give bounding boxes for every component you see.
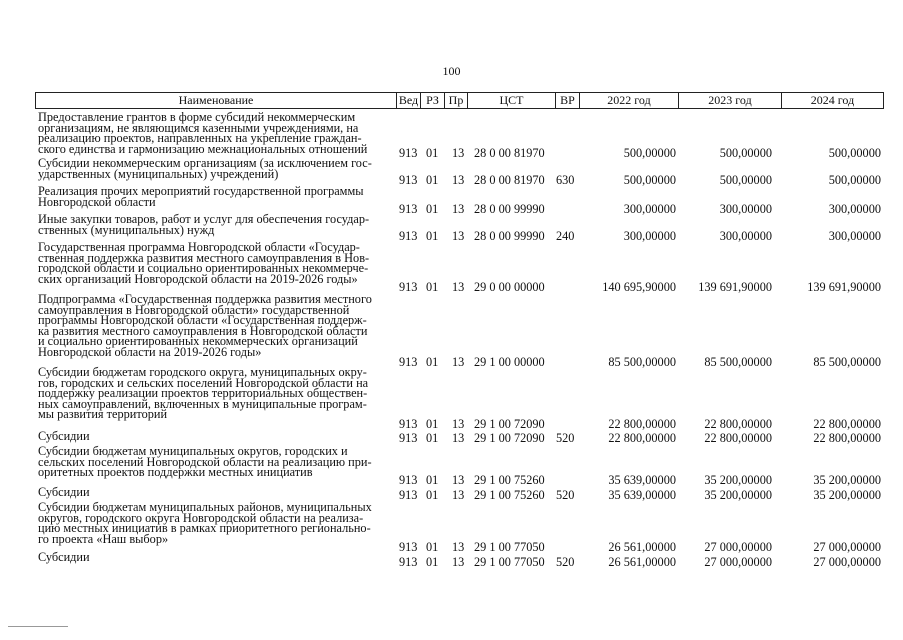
cell-2023: 300,00000 xyxy=(719,202,772,216)
cell-2024: 35 200,00000 xyxy=(813,488,881,502)
cell-2023: 35 200,00000 xyxy=(704,488,772,502)
cell-2022: 26 561,00000 xyxy=(608,540,676,554)
cell-cst: 29 1 00 77050 xyxy=(474,540,545,554)
cell-rz: 01 xyxy=(426,229,439,243)
row-codes xyxy=(0,556,903,568)
cell-ved: 913 xyxy=(399,355,418,369)
cell-2024: 139 691,90000 xyxy=(807,280,881,294)
cell-2022: 500,00000 xyxy=(623,173,676,187)
cell-2024: 27 000,00000 xyxy=(813,555,881,569)
cell-cst: 28 0 00 81970 xyxy=(474,146,545,160)
cell-2022: 22 800,00000 xyxy=(608,417,676,431)
cell-cst: 29 1 00 77050 xyxy=(474,555,545,569)
cell-pr: 13 xyxy=(452,473,465,487)
cell-vr: 630 xyxy=(556,173,575,187)
cell-cst: 29 1 00 72090 xyxy=(474,417,545,431)
cell-cst: 29 1 00 00000 xyxy=(474,355,545,369)
cell-2022: 300,00000 xyxy=(623,229,676,243)
cell-rz: 01 xyxy=(426,202,439,216)
cell-ved: 913 xyxy=(399,173,418,187)
row-name: Субсидии бюджетам городского округа, муниципальных окру- гов, городских и сельских поселений Новгородской области на поддержку реализации проектов территориальных обществен- ных самоуправлений, включенных в муниципальные програм- мы развития территорий xyxy=(38,365,369,421)
header-cst: ЦСТ xyxy=(468,93,556,108)
header-ved: Вед xyxy=(397,93,421,108)
cell-pr: 13 xyxy=(452,355,465,369)
cell-ved: 913 xyxy=(399,229,418,243)
row-name: Подпрограмма «Государственная поддержка развития местного самоуправления в Новгородской области» государственной программы Новгородской области «Государственная поддерж- ка развития местного самоуправления в Новгородской области и социально ориентированных некоммерческих организаций Новгородской области на 2019-2026 годы» xyxy=(38,292,372,359)
cell-vr: 520 xyxy=(556,431,575,445)
cell-pr: 13 xyxy=(452,146,465,160)
header-2023: 2023 год xyxy=(679,93,782,108)
cell-2024: 300,00000 xyxy=(828,202,881,216)
cell-2024: 300,00000 xyxy=(828,229,881,243)
cell-2022: 140 695,90000 xyxy=(602,280,676,294)
cell-cst: 28 0 00 99990 xyxy=(474,202,545,216)
cell-2023: 500,00000 xyxy=(719,173,772,187)
cell-vr: 520 xyxy=(556,488,575,502)
cell-cst: 29 1 00 75260 xyxy=(474,473,545,487)
cell-cst: 28 0 00 81970 xyxy=(474,173,545,187)
cell-rz: 01 xyxy=(426,431,439,445)
header-name: Наименование xyxy=(36,93,397,108)
cell-2022: 500,00000 xyxy=(623,146,676,160)
cell-pr: 13 xyxy=(452,173,465,187)
cell-pr: 13 xyxy=(452,555,465,569)
row-codes xyxy=(0,418,903,430)
cell-pr: 13 xyxy=(452,229,465,243)
cell-pr: 13 xyxy=(452,417,465,431)
cell-ved: 913 xyxy=(399,555,418,569)
cell-ved: 913 xyxy=(399,146,418,160)
row-name: Иные закупки товаров, работ и услуг для обеспечения государ- ственных (муниципальных) нужд xyxy=(38,212,370,237)
cell-2024: 22 800,00000 xyxy=(813,431,881,445)
cell-ved: 913 xyxy=(399,540,418,554)
cell-pr: 13 xyxy=(452,488,465,502)
cell-rz: 01 xyxy=(426,146,439,160)
cell-rz: 01 xyxy=(426,473,439,487)
cell-rz: 01 xyxy=(426,488,439,502)
row-name: Субсидии бюджетам муниципальных районов, муниципальных округов, городского округа Новгородской области на реализа- цию местных инициатив в рамках приоритетного регионально- го проекта «Наш выбор» xyxy=(38,500,372,546)
cell-rz: 01 xyxy=(426,280,439,294)
row-codes xyxy=(0,474,903,486)
footer-rule xyxy=(8,626,68,627)
row-name: Субсидии xyxy=(38,429,90,443)
cell-ved: 913 xyxy=(399,280,418,294)
cell-pr: 13 xyxy=(452,540,465,554)
cell-pr: 13 xyxy=(452,202,465,216)
cell-rz: 01 xyxy=(426,417,439,431)
cell-2022: 85 500,00000 xyxy=(608,355,676,369)
row-name: Субсидии xyxy=(38,485,90,499)
cell-2023: 27 000,00000 xyxy=(704,555,772,569)
cell-2023: 35 200,00000 xyxy=(704,473,772,487)
header-rz: РЗ xyxy=(421,93,445,108)
cell-ved: 913 xyxy=(399,417,418,431)
row-name: Реализация прочих мероприятий государственной программы Новгородской области xyxy=(38,184,364,209)
cell-ved: 913 xyxy=(399,202,418,216)
cell-vr: 240 xyxy=(556,229,575,243)
cell-2023: 500,00000 xyxy=(719,146,772,160)
header-2024: 2024 год xyxy=(810,93,855,107)
cell-ved: 913 xyxy=(399,488,418,502)
cell-2024: 500,00000 xyxy=(828,146,881,160)
cell-pr: 13 xyxy=(452,280,465,294)
cell-cst: 28 0 00 99990 xyxy=(474,229,545,243)
cell-2022: 35 639,00000 xyxy=(608,488,676,502)
cell-2022: 300,00000 xyxy=(623,202,676,216)
cell-rz: 01 xyxy=(426,173,439,187)
cell-2022: 35 639,00000 xyxy=(608,473,676,487)
cell-cst: 29 0 00 00000 xyxy=(474,280,545,294)
row-name: Субсидии некоммерческим организациям (за исключением гос- ударственных (муниципальных) учреждений) xyxy=(38,156,372,181)
cell-2022: 22 800,00000 xyxy=(608,431,676,445)
cell-rz: 01 xyxy=(426,355,439,369)
cell-2024: 27 000,00000 xyxy=(813,540,881,554)
row-name: Субсидии xyxy=(38,550,90,564)
cell-2023: 139 691,90000 xyxy=(698,280,772,294)
cell-2024: 22 800,00000 xyxy=(813,417,881,431)
cell-pr: 13 xyxy=(452,431,465,445)
cell-2023: 85 500,00000 xyxy=(704,355,772,369)
cell-2024: 85 500,00000 xyxy=(813,355,881,369)
row-codes xyxy=(0,429,903,445)
cell-2023: 22 800,00000 xyxy=(704,417,772,431)
header-vr: ВР xyxy=(556,93,580,108)
row-name: Субсидии бюджетам муниципальных округов, городских и сельских поселений Новгородской области на реализацию при- оритетных проектов поддержки местных инициатив xyxy=(38,444,372,479)
cell-ved: 913 xyxy=(399,431,418,445)
cell-vr: 520 xyxy=(556,555,575,569)
cell-ved: 913 xyxy=(399,473,418,487)
header-pr: Пр xyxy=(445,93,468,108)
cell-2024: 500,00000 xyxy=(828,173,881,187)
page-number: 100 xyxy=(442,64,461,78)
header-2022: 2022 год xyxy=(580,93,679,108)
cell-cst: 29 1 00 75260 xyxy=(474,488,545,502)
cell-2022: 26 561,00000 xyxy=(608,555,676,569)
cell-rz: 01 xyxy=(426,555,439,569)
cell-rz: 01 xyxy=(426,540,439,554)
cell-2023: 27 000,00000 xyxy=(704,540,772,554)
cell-2024: 35 200,00000 xyxy=(813,473,881,487)
cell-cst: 29 1 00 72090 xyxy=(474,431,545,445)
row-name: Предоставление грантов в форме субсидий некоммерческим организациям, не являющимся казенными учреждениями, на реализацию проектов, направленных на укрепление граждан- ского единства и гармонизацию межнациональных отношений xyxy=(38,110,368,156)
cell-2023: 22 800,00000 xyxy=(704,431,772,445)
cell-2023: 300,00000 xyxy=(719,229,772,243)
row-name: Государственная программа Новгородской области «Государ- ственная поддержка развития местного самоуправления в Нов- городской области и социально ориентированных некоммерче- ских организаций Новгородской области на 2019-2026 годы» xyxy=(38,240,370,286)
